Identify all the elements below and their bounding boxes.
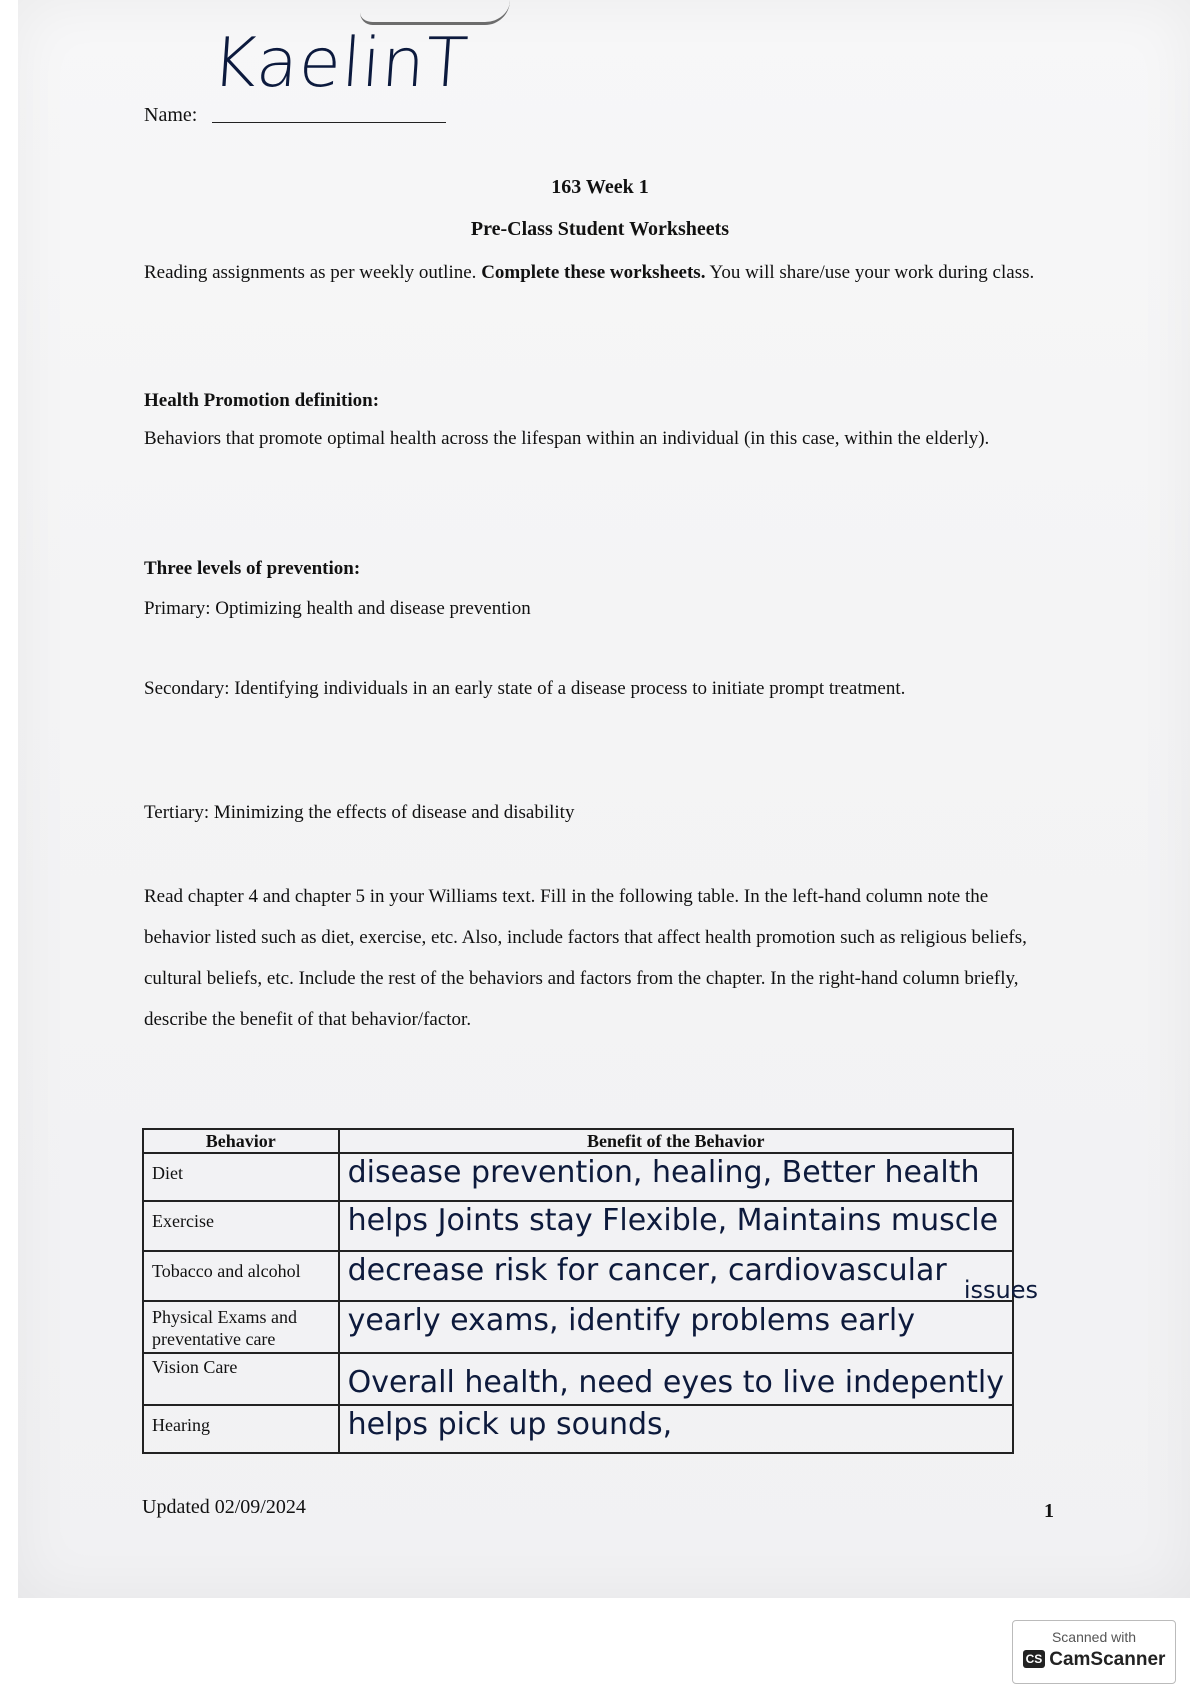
prevention-primary: Primary: Optimizing health and disease prevention	[144, 598, 531, 619]
behavior-cell: Hearing	[143, 1405, 339, 1453]
intro-text-before: Reading assignments as per weekly outline.	[144, 262, 482, 283]
top-scribble	[360, 0, 510, 25]
behavior-cell: Exercise	[143, 1201, 339, 1251]
behavior-cell: Diet	[143, 1153, 339, 1201]
intro-bold: Complete these worksheets.	[481, 262, 706, 283]
benefit-cell: helps Joints stay Flexible, Maintains muscle	[339, 1201, 1013, 1251]
table-row	[143, 1405, 1013, 1453]
benefit-cell-container	[339, 1251, 1038, 1304]
behavior-cell: Tobacco and alcohol	[143, 1251, 339, 1301]
benefit-cell: yearly exams, identify problems early	[339, 1301, 1013, 1353]
benefit-cell: decrease risk for cancer, cardiovascular	[347, 1253, 947, 1288]
header-behavior: Behavior	[143, 1129, 339, 1153]
instructions-paragraph: Read chapter 4 and chapter 5 in your Williams text. Fill in the following table. In the left-hand column note the behavior listed such as diet, exercise, etc. Also, include factors that affect health promotion such as religious beliefs, cultural beliefs, etc. Include the rest of the behaviors and factors from the chapter. In the right-hand column briefly, describe the benefit of that behavior/factor.	[144, 886, 1027, 1030]
table-row	[143, 1153, 1013, 1201]
table-row	[143, 1301, 1013, 1353]
benefit-extra: issues	[963, 1276, 1038, 1304]
behavior-cell: Physical Exams and preventative care	[143, 1301, 339, 1353]
health-promotion-heading: Health Promotion definition:	[144, 390, 380, 411]
prevention-secondary: Secondary: Identifying individuals in an early state of a disease process to initiate prompt treatment.	[144, 678, 906, 699]
camscanner-name: CamScanner	[1049, 1649, 1166, 1670]
health-promotion-text: Behaviors that promote optimal health across the lifespan within an individual (in this case, within the elderly).	[144, 428, 990, 449]
camscanner-logo-icon: CS	[1023, 1650, 1046, 1668]
benefit-cell: disease prevention, healing, Better health	[339, 1153, 1013, 1201]
handwritten-name: KaelinT	[209, 24, 472, 103]
table-header-row	[143, 1129, 1013, 1153]
worksheet-title: 163 Week 1	[551, 176, 649, 198]
table-row	[143, 1201, 1013, 1251]
worksheet-subtitle: Pre-Class Student Worksheets	[470, 218, 730, 240]
camscanner-watermark	[1012, 1620, 1176, 1684]
table-row	[143, 1353, 1013, 1405]
behavior-table	[142, 1128, 1038, 1454]
benefit-cell: helps pick up sounds,	[339, 1405, 1013, 1453]
name-label: Name:	[144, 104, 198, 126]
header-benefit: Benefit of the Behavior	[339, 1129, 1013, 1153]
updated-date: Updated 02/09/2024	[142, 1496, 306, 1518]
behavior-cell: Vision Care	[143, 1353, 339, 1405]
name-line	[212, 122, 446, 123]
page-number: 1	[1044, 1500, 1054, 1522]
camscanner-brand	[1013, 1649, 1175, 1671]
prevention-tertiary: Tertiary: Minimizing the effects of disease and disability	[144, 802, 575, 823]
intro-paragraph	[144, 252, 1054, 293]
intro-text-after: You will share/use your work during class.	[705, 262, 1035, 283]
scanned-with-text: Scanned with	[1051, 1629, 1137, 1645]
benefit-cell: Overall health, need eyes to live indepently	[339, 1353, 1013, 1405]
table-row	[143, 1251, 1013, 1301]
prevention-heading: Three levels of prevention:	[144, 558, 361, 579]
